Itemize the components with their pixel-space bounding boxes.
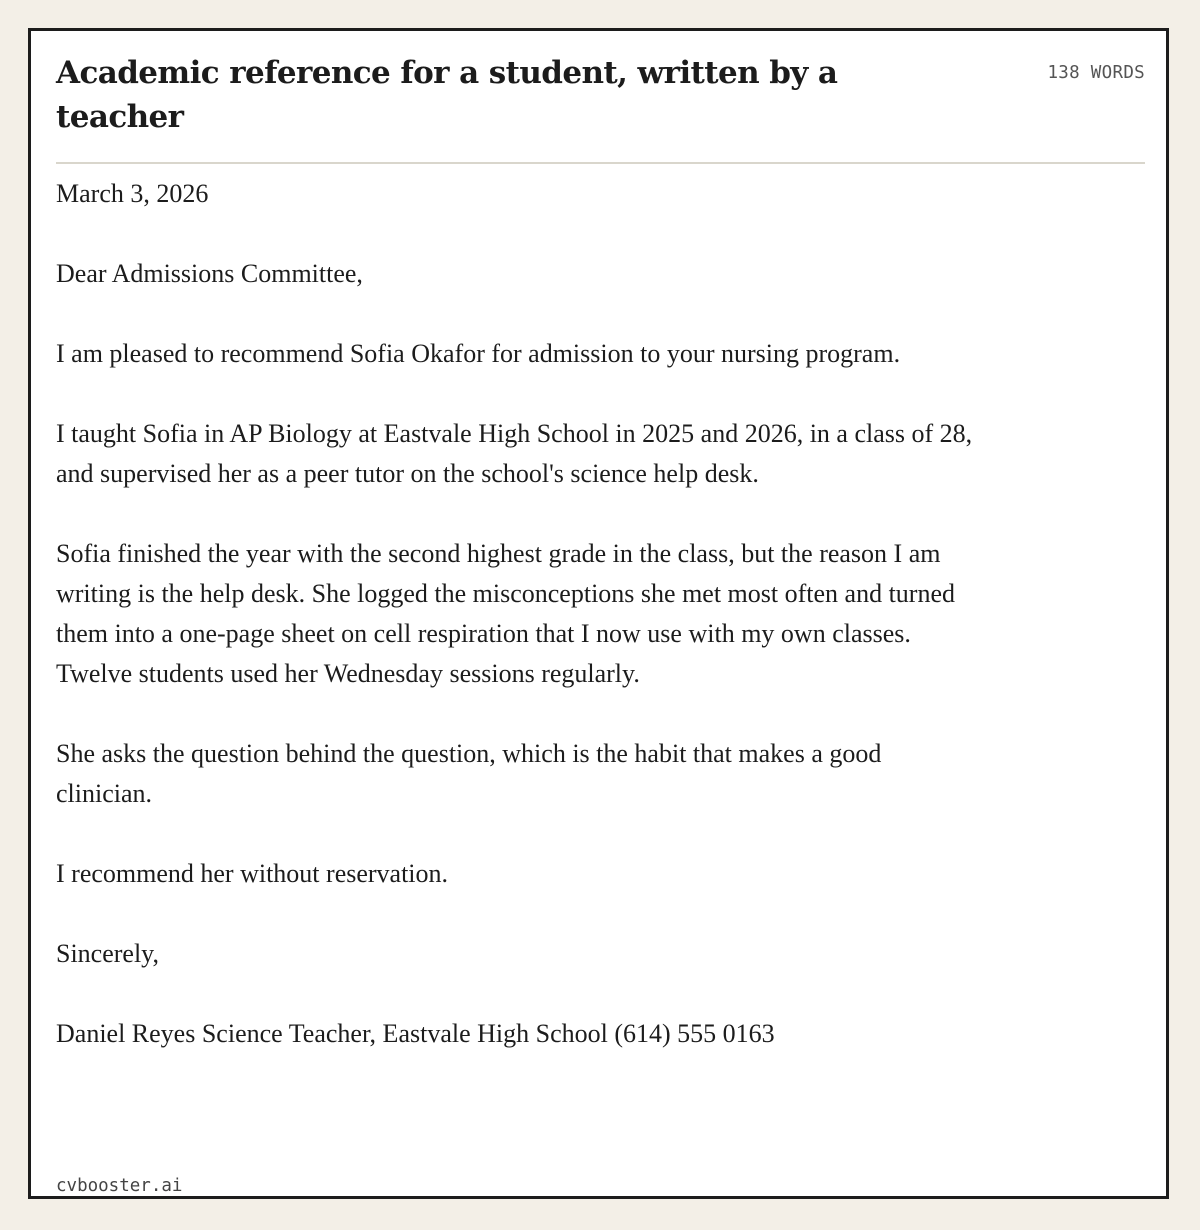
document-header	[56, 49, 1145, 164]
document-title: Academic reference for a student, written by a teacher	[56, 55, 838, 135]
brand-footer: cvbooster.ai	[56, 1176, 183, 1196]
letter-paragraph-recommendation: I recommend her without reservation.	[56, 859, 449, 888]
letter-paragraph-intro: I am pleased to recommend Sofia Okafor for admission to your nursing program.	[56, 339, 901, 368]
letter-salutation: Dear Admissions Committee,	[56, 259, 363, 288]
word-count-badge: 138 WORDS	[1047, 63, 1145, 83]
letter-paragraph-character: She asks the question behind the question, which is the habit that makes a good clinician.	[56, 739, 882, 808]
letter-date: March 3, 2026	[56, 179, 209, 208]
letter-closing: Sincerely,	[56, 939, 159, 968]
letter-paragraph-context: I taught Sofia in AP Biology at Eastvale High School in 2025 and 2026, in a class of 28, and supervised her as a peer tutor on the school's science help desk.	[56, 419, 973, 488]
letter-paragraph-evidence: Sofia finished the year with the second highest grade in the class, but the reason I am writing is the help desk. She logged the misconceptions she met most often and turned them into a one-page sheet on cell respiration that I now use with my own classes. Twelve students used her Wednesday sessions regularly.	[56, 539, 956, 688]
letter-body	[56, 174, 976, 1054]
letter-signature: Daniel Reyes Science Teacher, Eastvale High School (614) 555 0163	[56, 1019, 775, 1048]
reference-letter-card	[28, 28, 1169, 1199]
